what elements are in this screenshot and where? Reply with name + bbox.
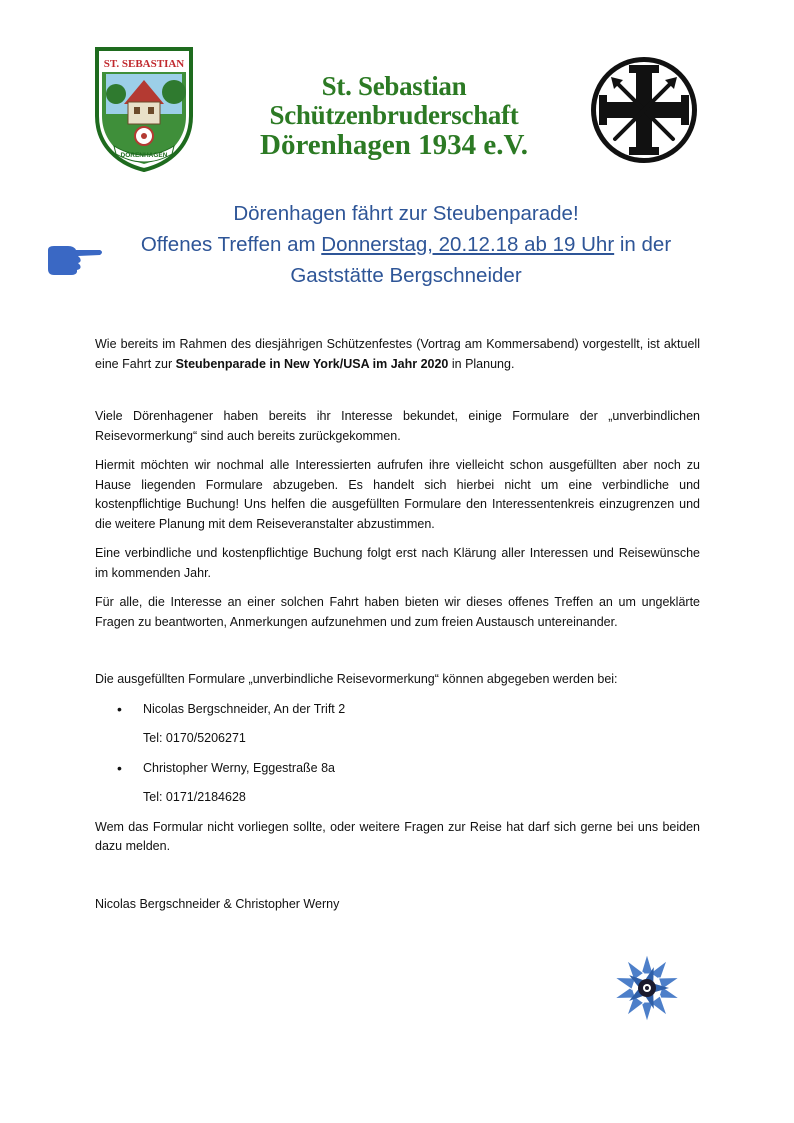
event-highlight: Steubenparade in New York/USA im Jahr 2020 — [175, 356, 449, 371]
club-name-line2: Dörenhagen 1934 e.V. — [260, 129, 528, 162]
pointing-hand-icon — [44, 242, 104, 276]
contact-name: • Nicolas Bergschneider, An der Trift 2 — [95, 700, 700, 720]
headline — [110, 198, 702, 291]
contact-phone: Tel: 0170/5206271 — [143, 731, 246, 745]
cornflower-icon — [602, 953, 692, 1023]
meeting-date: Donnerstag, 20.12.18 ab 19 Uhr — [321, 233, 615, 256]
signature: Nicolas Bergschneider & Christopher Werny — [95, 896, 340, 911]
paragraph-interest: Viele Dörenhagener haben bereits ihr Interesse bekundet, einige Formulare der „unverbindlichen Reisevormerkung“ sind auch bereits zurückgekommen. — [95, 409, 700, 443]
svg-text:DÖRENHAGEN: DÖRENHAGEN — [120, 152, 168, 159]
contact-name: • Christopher Werny, Eggestraße 8a — [95, 759, 700, 779]
club-crest-icon — [94, 46, 194, 172]
contact-phone: Tel: 0171/2184628 — [143, 790, 246, 804]
club-name-line1: St. Sebastian Schützenbruderschaft — [269, 71, 519, 131]
svg-text:ST. SEBASTIAN: ST. SEBASTIAN — [103, 58, 185, 70]
paragraph-booking: Eine verbindliche und kostenpflichtige Buchung folgt erst nach Klärung aller Interessen und Reisewünsche im kommenden Jahr. — [95, 546, 700, 580]
contact-list — [95, 759, 700, 779]
paragraph-dropoff: Die ausgefüllten Formulare „unverbindliche Reisevormerkung“ können abgegeben werden bei: — [95, 672, 618, 686]
paragraph-call-to-action: Hiermit möchten wir nochmal alle Interessierten aufrufen ihre vielleicht schon ausgefüllten aber noch zu Hause liegenden Formulare abzugeben. Es handelt sich hierbei nicht um eine verbindliche und kostenpflichtige Buchung! Uns helfen die ausgefüllten Formulare den Interessentenkreis einzugrenzen und die weitere Planung mit dem Reiseveranstalter abzustimmen. — [95, 458, 700, 531]
maltese-cross-icon — [589, 55, 699, 165]
paragraph-intro: Wie bereits im Rahmen des diesjährigen Schützenfestes (Vortrag am Kommersabend) vorgestellt, ist aktuell eine Fahrt zur Steubenparade in New York/USA im Jahr 2020 in Planung. — [95, 337, 700, 371]
club-name — [204, 72, 584, 162]
letter-body — [95, 335, 700, 914]
contact-list — [95, 700, 700, 720]
paragraph-meeting: Für alle, die Interesse an einer solchen Fahrt haben bieten wir dieses offenes Treffen an um ungeklärte Fragen zu beantworten, Anmerkungen aufzunehmen und zum freien Austausch untereinander. — [95, 595, 700, 629]
headline-line1: Dörenhagen fährt zur Steubenparade! — [233, 202, 579, 225]
paragraph-questions: Wem das Formular nicht vorliegen sollte, oder weitere Fragen zur Reise hat darf sich gerne bei uns beiden dazu melden. — [95, 819, 700, 853]
headline-line2: Offenes Treffen am Donnerstag, 20.12.18 ab 19 Uhr in der — [140, 233, 672, 256]
headline-line3: Gaststätte Bergschneider — [290, 264, 522, 287]
